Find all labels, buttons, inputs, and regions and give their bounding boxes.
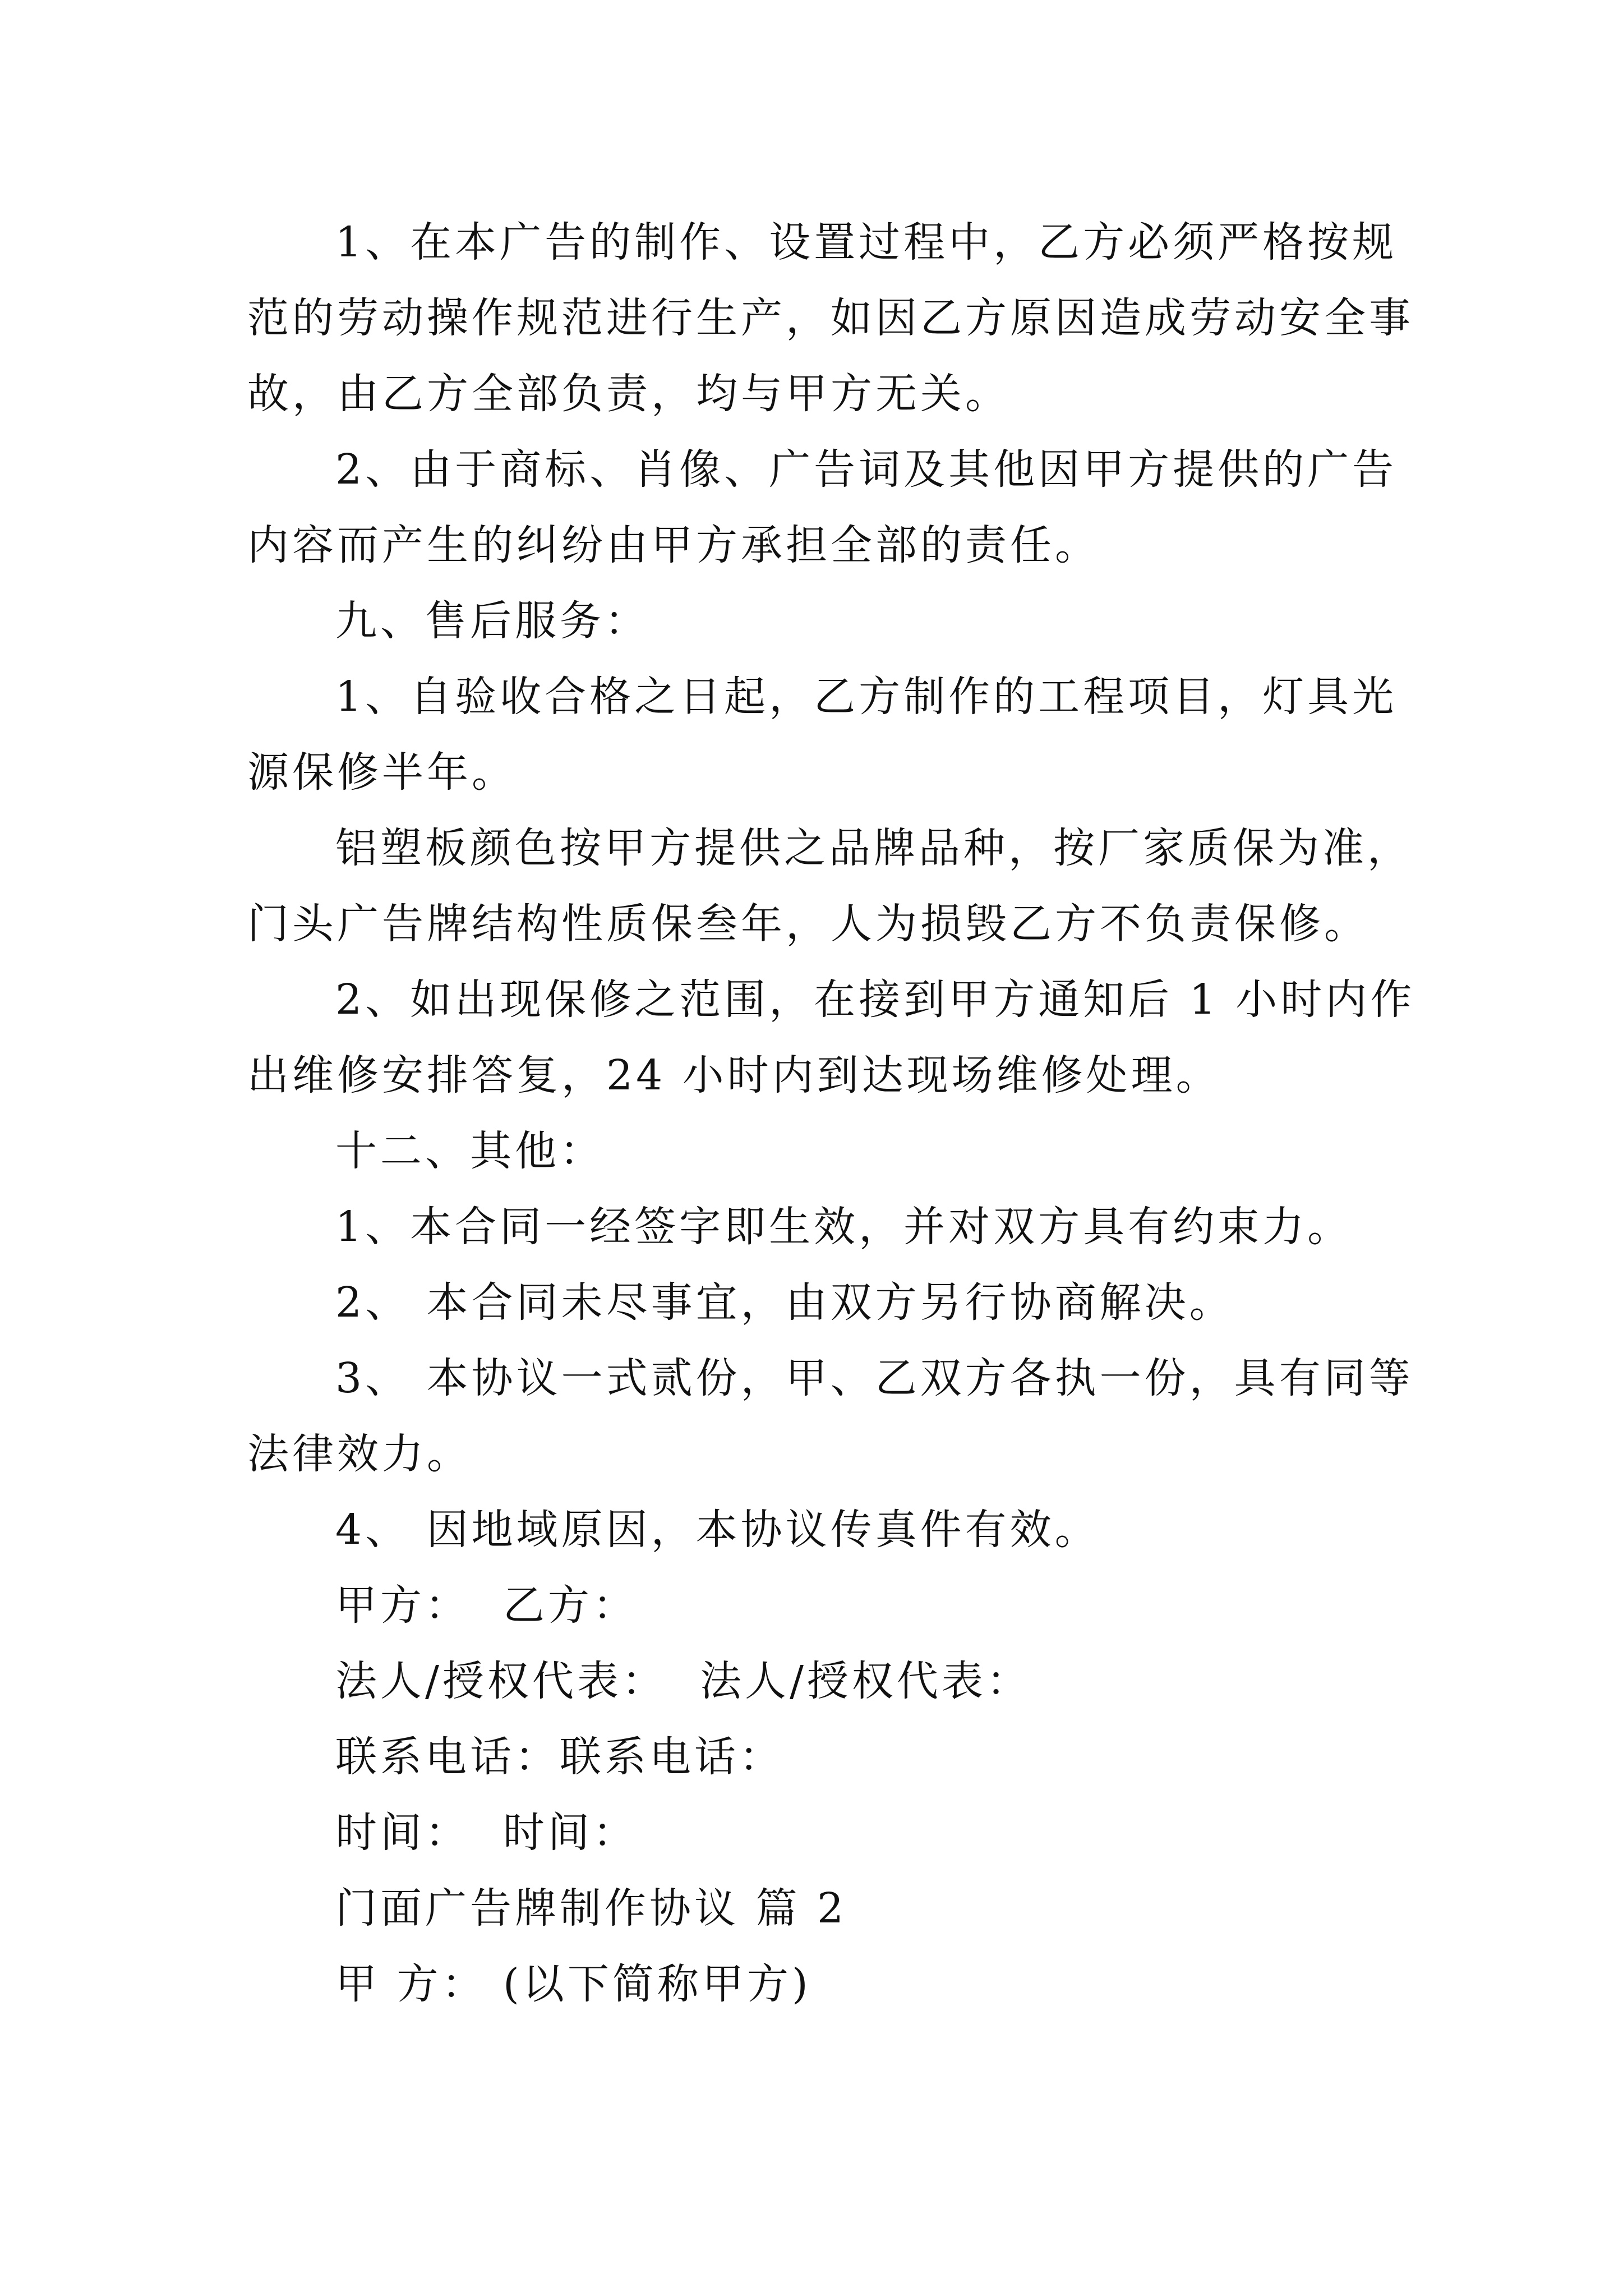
other-2: 2、 本合同未尽事宜，由双方另行协商解决。 bbox=[335, 1278, 1234, 1327]
after-sales-1-line-2: 源保修半年。 bbox=[247, 748, 517, 797]
clause-1-line-3: 故，由乙方全部负责，均与甲方无关。 bbox=[247, 370, 1010, 418]
signature-parties: 甲方： 乙方： bbox=[335, 1581, 638, 1630]
other-3-line-1: 3、 本协议一式贰份，甲、乙双方各执一份，具有同等 bbox=[335, 1354, 1414, 1402]
agreement-title-part-2: 门面广告牌制作协议 篇 2 bbox=[335, 1884, 847, 1932]
clause-1-line-1: 1、在本广告的制作、设置过程中，乙方必须严格按规 bbox=[335, 218, 1398, 266]
signature-phone: 联系电话：联系电话： bbox=[335, 1733, 784, 1781]
after-sales-panel-line-1: 铝塑板颜色按甲方提供之品牌品种，按厂家质保为准， bbox=[335, 824, 1412, 872]
clause-2-line-1: 2、由于商标、肖像、广告词及其他因甲方提供的广告 bbox=[335, 445, 1398, 494]
after-sales-2-line-2: 出维修安排答复，24 小时内到达现场维修处理。 bbox=[247, 1051, 1221, 1099]
signature-date: 时间： 时间： bbox=[335, 1809, 638, 1857]
party-a-line: 甲 方： (以下简称甲方) bbox=[335, 1960, 811, 2008]
after-sales-panel-line-2: 门头广告牌结构性质保叁年，人为损毁乙方不负责保修。 bbox=[247, 900, 1369, 948]
clause-2-line-2: 内容而产生的纠纷由甲方承担全部的责任。 bbox=[247, 521, 1100, 569]
other-1: 1、本合同一经签字即生效，并对双方具有约束力。 bbox=[335, 1203, 1353, 1251]
other-4: 4、 因地域原因，本协议传真件有效。 bbox=[335, 1506, 1100, 1554]
after-sales-1-line-1: 1、自验收合格之日起，乙方制作的工程项目，灯具光 bbox=[335, 673, 1398, 721]
signature-legal-rep: 法人/授权代表： 法人/授权代表： bbox=[335, 1657, 1031, 1705]
clause-1-line-2: 范的劳动操作规范进行生产，如因乙方原因造成劳动安全事 bbox=[247, 294, 1414, 342]
section-heading-after-sales: 九、售后服务： bbox=[335, 597, 649, 645]
after-sales-2-line-1: 2、如出现保修之范围，在接到甲方通知后 1 小时内作 bbox=[335, 976, 1415, 1024]
other-3-line-2: 法律效力。 bbox=[247, 1430, 472, 1478]
section-heading-other: 十二、其他： bbox=[335, 1127, 605, 1175]
